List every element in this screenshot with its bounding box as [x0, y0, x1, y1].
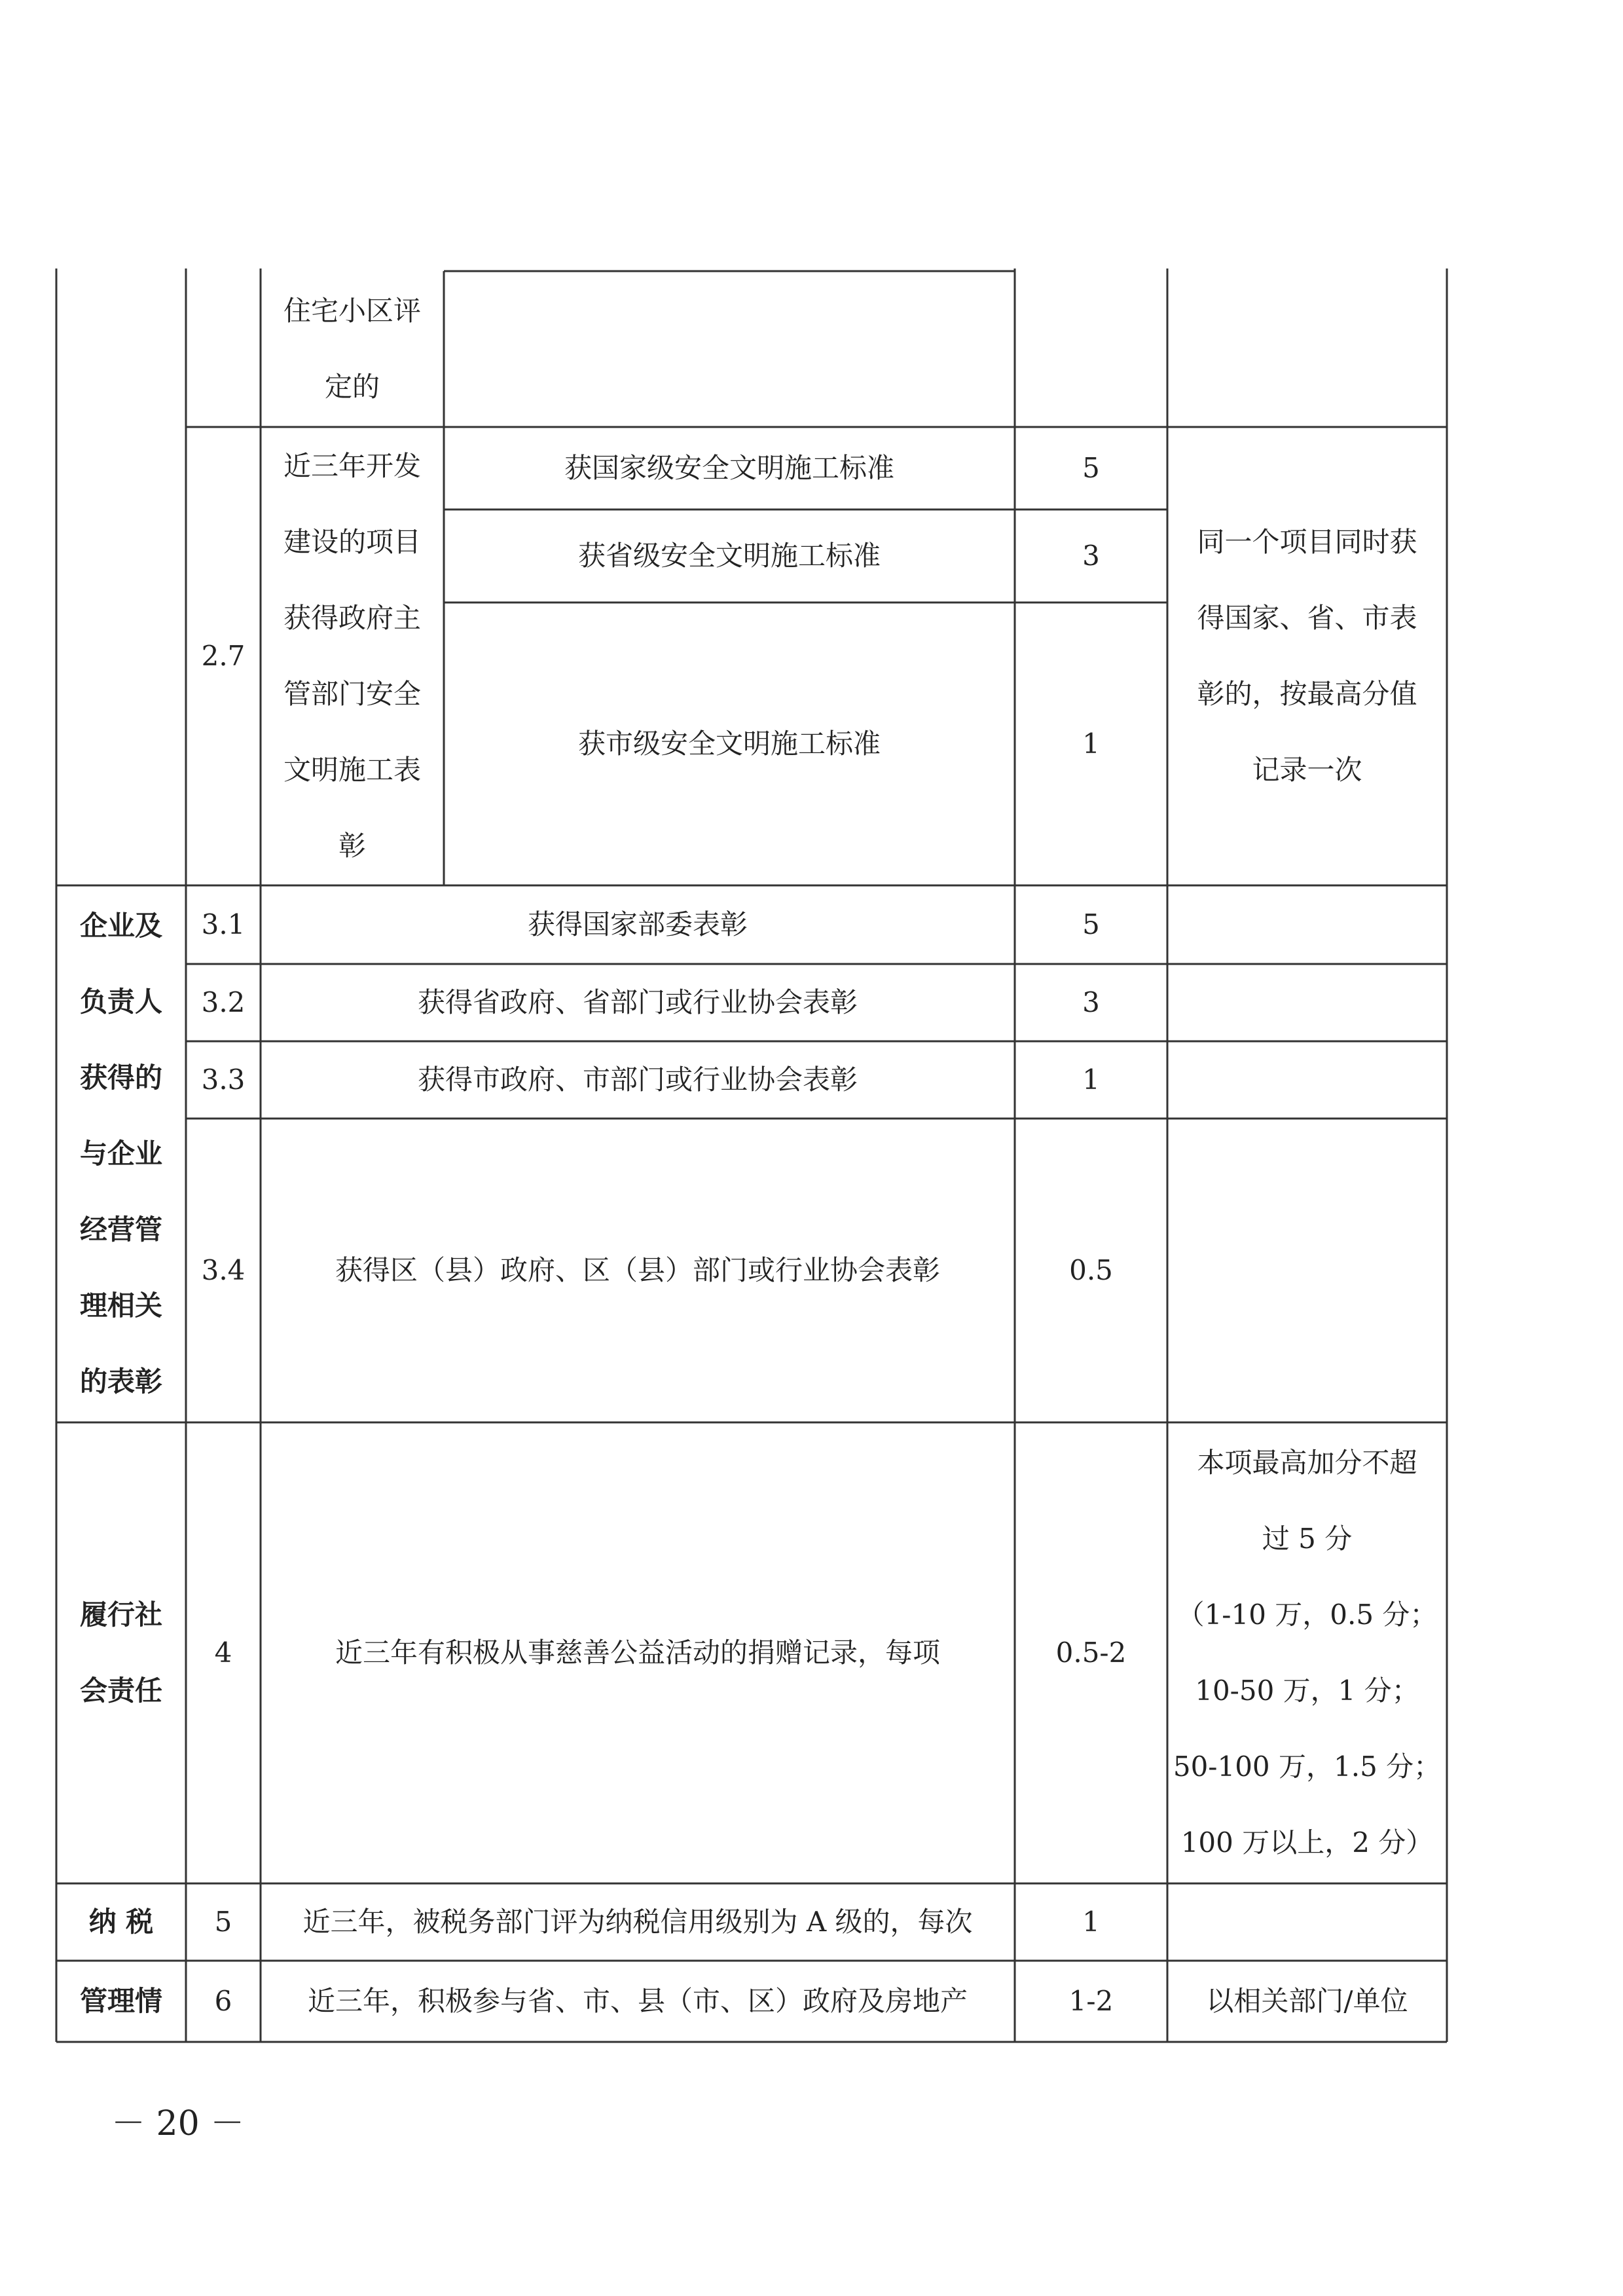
- note-cell-social: [1167, 1422, 1447, 1883]
- item-cell-2-6: [261, 271, 444, 427]
- num-cell: [186, 1041, 261, 1119]
- category-text: 纳 税: [88, 1906, 154, 1938]
- category-text: 管理情: [79, 1985, 162, 2017]
- score-value: 3: [1082, 986, 1100, 1018]
- item-text: 住宅小区评定的: [283, 295, 421, 403]
- criterion-cell: [261, 1119, 1015, 1422]
- criterion-text: 近三年有积极从事慈善公益活动的捐赠记录，每项: [335, 1637, 940, 1669]
- criterion-text: 获得区（县）政府、区（县）部门或行业协会表彰: [335, 1254, 940, 1286]
- criterion-text: 获国家级安全文明施工标准: [564, 452, 894, 484]
- note-text: 以相关部门/单位: [1206, 1985, 1408, 2017]
- note-cell-2-7: [1167, 427, 1447, 885]
- criterion-text: 获得国家部委表彰: [527, 908, 748, 940]
- criterion-cell: [261, 1422, 1015, 1883]
- criterion-cell: [261, 1883, 1015, 1961]
- num-cell-2-7: [186, 427, 261, 885]
- criterion-cell: [261, 964, 1015, 1041]
- category-cell-awards: [56, 885, 186, 1422]
- note-line: 本项最高加分不超: [1197, 1447, 1417, 1479]
- item-cell-2-7: [261, 427, 444, 885]
- score-value: 1: [1082, 728, 1100, 760]
- item-number: 4: [214, 1637, 232, 1669]
- num-cell: [186, 885, 261, 964]
- score-value: 3: [1082, 540, 1100, 572]
- note-line: 50-100 万，1.5 分；: [1173, 1750, 1442, 1783]
- num-cell: [186, 1961, 261, 2042]
- item-number: 3.3: [201, 1064, 246, 1096]
- criterion-text: 获得省政府、省部门或行业协会表彰: [417, 986, 858, 1018]
- num-cell: [186, 1883, 261, 1961]
- criterion-cell: [444, 427, 1015, 509]
- criterion-cell: [261, 885, 1015, 964]
- score-value: 5: [1082, 908, 1100, 940]
- note-text: 同一个项目同时获得国家、省、市表彰的，按最高分值记录一次: [1197, 526, 1417, 786]
- score-cell: [1015, 1119, 1167, 1422]
- criterion-cell: [261, 1041, 1015, 1119]
- criterion-cell: [444, 509, 1015, 602]
- note-cell-management: [1167, 1961, 1447, 2042]
- score-cell: [1015, 1422, 1167, 1883]
- score-cell: [1015, 602, 1167, 885]
- criterion-text: 获省级安全文明施工标准: [577, 540, 881, 572]
- criterion-text: 近三年，被税务部门评为纳税信用级别为 A 级的，每次: [302, 1906, 973, 1938]
- note-line: 过 5 分: [1262, 1523, 1353, 1555]
- criterion-text: 获市级安全文明施工标准: [577, 728, 881, 760]
- category-text: 企业及负责人获得的与企业经营管理相关的表彰: [79, 910, 162, 1398]
- score-cell: [1015, 1883, 1167, 1961]
- item-text: 近三年开发建设的项目获得政府主管部门安全文明施工表彰: [283, 450, 421, 862]
- criterion-text: 获得市政府、市部门或行业协会表彰: [417, 1064, 858, 1096]
- score-value: 5: [1082, 452, 1100, 484]
- num-cell: [186, 964, 261, 1041]
- score-cell: [1015, 509, 1167, 602]
- note-line: （1-10 万，0.5 分；: [1176, 1599, 1438, 1631]
- score-value: 1: [1082, 1906, 1100, 1938]
- criterion-cell: [261, 1961, 1015, 2042]
- score-value: 1: [1082, 1064, 1100, 1096]
- score-value: 0.5-2: [1055, 1637, 1127, 1669]
- score-cell: [1015, 885, 1167, 964]
- page-number: － 20 －: [111, 2104, 245, 2143]
- score-value: 1-2: [1068, 1985, 1114, 2017]
- score-cell: [1015, 964, 1167, 1041]
- category-cell-management: [56, 1961, 186, 2042]
- item-number: 2.7: [201, 640, 246, 672]
- note-line: 10-50 万，1 分；: [1195, 1675, 1419, 1707]
- category-cell-social: [56, 1422, 186, 1883]
- item-number: 5: [214, 1906, 232, 1938]
- category-cell-tax: [56, 1883, 186, 1961]
- num-cell: [186, 1119, 261, 1422]
- score-cell: [1015, 1961, 1167, 2042]
- item-number: 3.2: [201, 986, 246, 1018]
- item-number: 3.1: [201, 908, 246, 940]
- score-cell: [1015, 1041, 1167, 1119]
- category-text: 履行社会责任: [79, 1599, 162, 1707]
- criterion-cell: [444, 602, 1015, 885]
- item-number: 3.4: [201, 1254, 246, 1286]
- score-value: 0.5: [1069, 1254, 1113, 1286]
- note-line: 100 万以上，2 分）: [1180, 1826, 1434, 1859]
- num-cell: [186, 1422, 261, 1883]
- item-number: 6: [214, 1985, 232, 2017]
- criterion-text: 近三年，积极参与省、市、县（市、区）政府及房地产: [307, 1985, 968, 2017]
- score-cell: [1015, 427, 1167, 509]
